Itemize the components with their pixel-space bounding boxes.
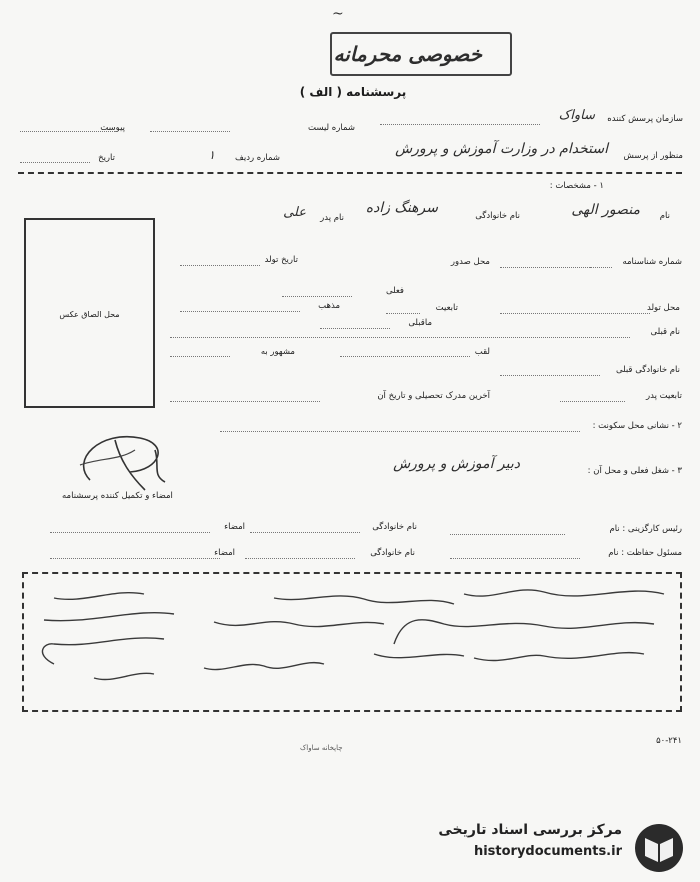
notes-box bbox=[22, 572, 682, 712]
current-label: فعلی bbox=[385, 286, 404, 296]
id-label: شماره شناسنامه bbox=[622, 257, 682, 267]
book-logo-icon bbox=[632, 822, 686, 874]
religion-label: مذهب bbox=[318, 301, 340, 311]
date-label: تاریخ bbox=[98, 153, 115, 163]
address-label: ۲ - نشانی محل سکونت : bbox=[592, 421, 682, 431]
org-label: سازمان پرسش کننده bbox=[607, 114, 683, 124]
chief-sign-label: امضاء bbox=[224, 522, 245, 532]
separator-top bbox=[18, 172, 682, 174]
birth-date-label: تاریخ تولد bbox=[264, 255, 298, 265]
name-label: نام bbox=[659, 211, 670, 221]
attachment-label: پیوست bbox=[100, 123, 125, 133]
birth-place-label: محل تولد bbox=[647, 303, 680, 313]
photo-box bbox=[24, 218, 155, 408]
handwritten-notes bbox=[24, 574, 680, 710]
printed-note: چاپخانه ساواک bbox=[300, 744, 343, 752]
education-label: آخرین مدرک تحصیلی و تاریخ آن bbox=[377, 391, 490, 401]
archive-family-label: نام خانوادگی bbox=[370, 548, 415, 558]
archive-label: مسئول حفاظت : نام bbox=[608, 548, 682, 558]
watermark-name: مرکز بررسی اسناد تاریخی bbox=[438, 822, 622, 838]
job-value: دبیر آموزش و پرورش bbox=[393, 456, 520, 472]
prev-name-label: نام قبلی bbox=[650, 327, 680, 337]
personal-section-label: ۱ - مشخصات : bbox=[549, 181, 604, 191]
watermark-url: historydocuments.ir bbox=[473, 844, 622, 859]
classification-stamp bbox=[330, 32, 512, 76]
nationality-label: تابعیت bbox=[435, 303, 458, 313]
father-value: علی bbox=[283, 205, 306, 220]
purpose-value: استخدام در وزارت آموزش و پرورش bbox=[395, 141, 608, 157]
photo-label: محل الصاق عکس bbox=[59, 310, 120, 319]
name-value: منصور الهی bbox=[571, 202, 640, 218]
signature-label: امضاء و تکمیل کننده پرسشنامه bbox=[62, 491, 173, 501]
top-mark: ~ bbox=[332, 6, 344, 22]
form-code: ۵۰-۲۴۱ bbox=[656, 736, 682, 746]
father-label: نام پدر bbox=[320, 213, 344, 223]
list-no-label: شماره لیست bbox=[308, 123, 355, 133]
purpose-label: منظور از پرسش bbox=[623, 151, 683, 161]
form-title: پرسشنامه ( الف ) bbox=[299, 85, 407, 99]
row-no-value: ۱ bbox=[208, 148, 215, 162]
row-no-label: شماره ردیف bbox=[235, 153, 280, 163]
family-label: نام خانوادگی bbox=[475, 211, 520, 221]
prev-family-label: نام خانوادگی قبلی bbox=[615, 365, 680, 375]
archive-sign-label: امضاء bbox=[214, 548, 235, 558]
org-value: ساواک bbox=[558, 108, 595, 123]
watermark bbox=[420, 820, 690, 876]
handwritten-signature bbox=[60, 420, 200, 500]
family-value: سرهنگ زاده bbox=[365, 200, 438, 216]
father-nat-label: تابعیت پدر bbox=[646, 391, 682, 401]
job-label: ۳ - شغل فعلی و محل آن : bbox=[587, 466, 682, 476]
known-as-label: مشهور به bbox=[260, 347, 295, 357]
alias-label: لقب bbox=[474, 347, 490, 357]
chief-family-label: نام خانوادگی bbox=[372, 522, 417, 532]
stamp-text: خصوصی محرمانه bbox=[333, 42, 482, 66]
issue-place-label: محل صدور bbox=[450, 257, 490, 267]
chief-label: رئیس کارگزینی : نام bbox=[609, 524, 682, 534]
previous-label: ماقبلی bbox=[408, 318, 432, 328]
